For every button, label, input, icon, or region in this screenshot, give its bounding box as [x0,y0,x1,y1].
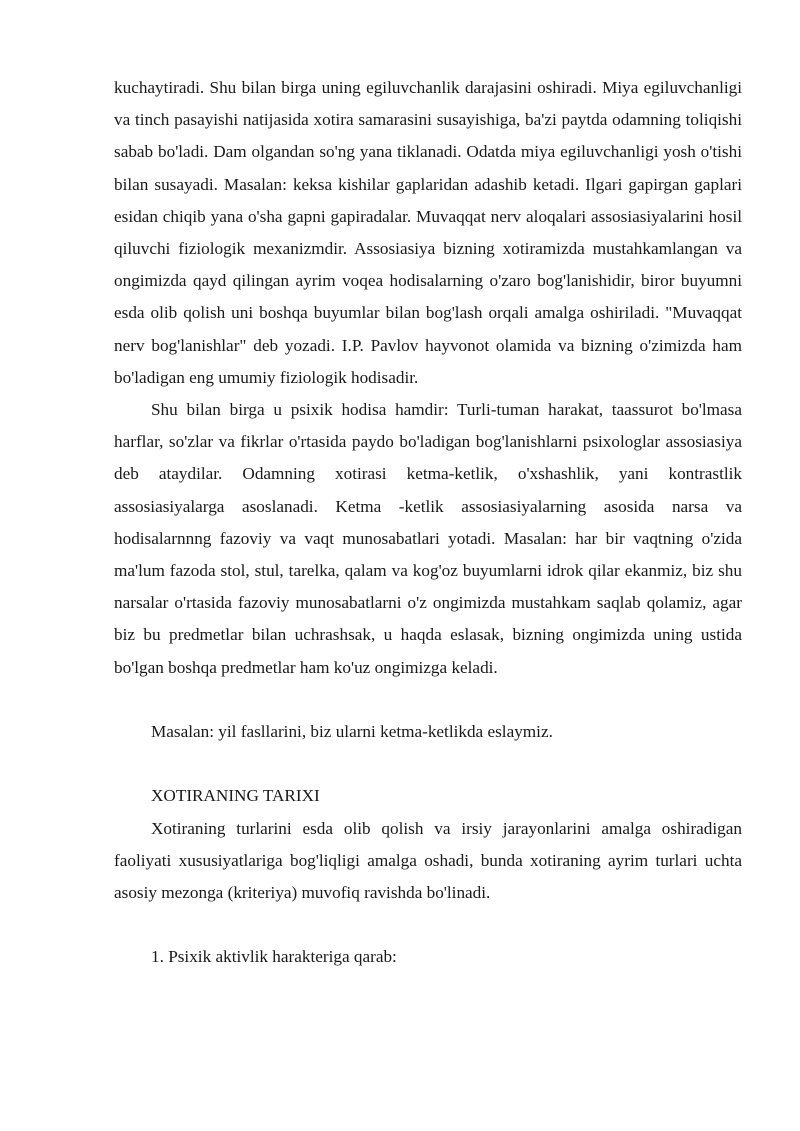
document-body [114,72,742,974]
blank-line [114,909,742,941]
section-heading: XOTIRANING TARIXI [151,786,320,806]
list-item-1: 1. Psixik aktivlik harakteriga qarab: [151,947,397,967]
paragraph-continuation: kuchaytiradi. Shu bilan birga uning egiluvchanlik darajasini oshiradi. Miya egiluvchanligi va tinch pasayishi natijasida xotira samarasini susayishiga, ba'zi paytda odamning toliqishi sabab bo'ladi. Dam olgandan so'ng yana tiklanadi. Odatda miya egiluvchanligi yosh o'tishi bilan susayadi. Masalan: keksa kishilar gaplaridan adashib ketadi. Ilgari gapirgan gaplari esidan chiqib yana o'sha gapni gapiradalar. Muvaqqat nerv aloqalari assosiasiyalarini hosil qiluvchi fiziologik mexanizmdir. Assosiasiya bizning xotiramizda mustahkamlangan va ongimizda qayd qilingan ayrim voqea hodisalarning o'zaro bog'lanishidir, biror buyumni esda olib qolish uni boshqa buyumlar bilan bog'lash orqali amalga oshiriladi. "Muvaqqat nerv bog'lanishlar" deb yozadi. I.P. Pavlov hayvonot olamida va bizning o'zimizda ham bo'ladigan eng umumiy fiziologik hodisadir. [114,78,742,387]
paragraph-example-seasons: Masalan: yil fasllarini, biz ularni ketma-ketlikda eslaymiz. [151,722,553,742]
paragraph-psychic-phenomenon: Shu bilan birga u psixik hodisa hamdir: Turli-tuman harakat, taassurot bo'lmasa harflar, so'zlar va fikrlar o'rtasida paydo bo'ladigan bog'lanishlarni psixologlar assosiasiya deb ataydilar. Odamning xotirasi ketma-ketlik, o'xshashlik, yani kontrastlik assosiasiyalarga asoslanadi. Ketma -ketlik assosiasiyalarning asosida narsa va hodisalarnnng fazoviy va vaqt munosabatlari yotadi. Masalan: har bir vaqtning o'zida ma'lum fazoda stol, stul, tarelka, qalam va kog'oz buyumlarni idrok qilar ekanmiz, biz shu narsalar o'rtasida fazoviy munosabatlarni o'z ongimizda mustahkam saqlab qolamiz, agar biz bu predmetlar bilan uchrashsak, u haqda eslasak, bizning ongimizda uning ustida bo'lgan boshqa predmetlar ham ko'uz ongimizga keladi. [114,400,742,677]
blank-line [114,748,742,780]
blank-line [114,684,742,716]
paragraph-memory-types: Xotiraning turlarini esda olib qolish va irsiy jarayonlarini amalga oshiradigan faoliyati xususiyatlariga bog'liqligi amalga oshadi, bunda xotiraning ayrim turlari uchta asosiy mezonga (kriteriya) muvofiq ravishda bo'linadi. [114,818,742,903]
